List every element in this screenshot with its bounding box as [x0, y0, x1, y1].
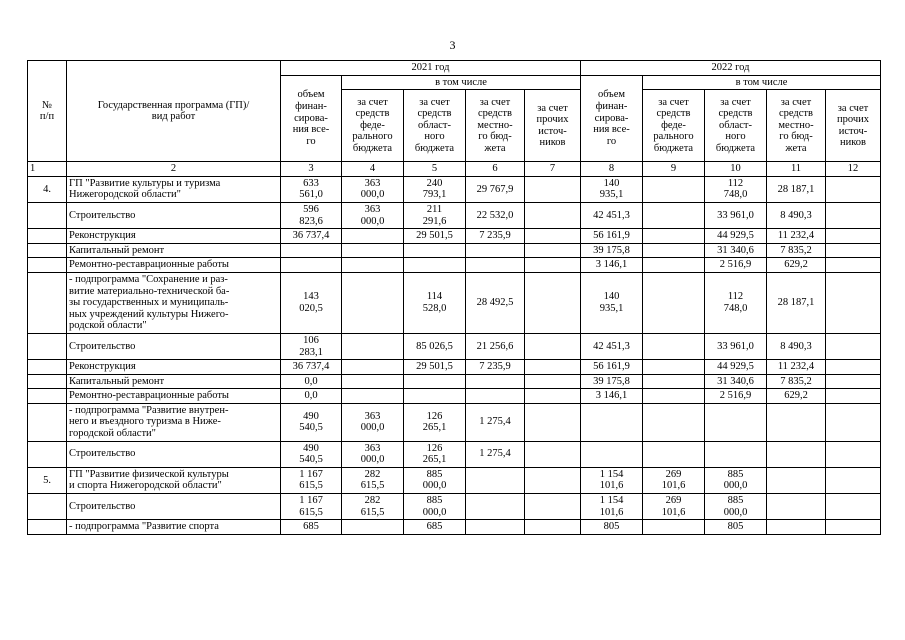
value-cell [466, 258, 525, 273]
value-cell [525, 176, 581, 202]
value-cell: 112 748,0 [705, 176, 767, 202]
value-cell: 269 101,6 [643, 494, 705, 520]
value-cell: 240 793,1 [404, 176, 466, 202]
row-name-cell: Строительство [67, 333, 281, 359]
value-cell: 33 961,0 [705, 202, 767, 228]
value-cell: 140 935,1 [581, 272, 643, 333]
value-cell [767, 494, 826, 520]
value-cell: 11 232,4 [767, 229, 826, 244]
value-cell: 11 232,4 [767, 360, 826, 375]
value-cell [826, 333, 881, 359]
value-cell [826, 389, 881, 404]
value-cell [525, 360, 581, 375]
financing-table [27, 60, 881, 535]
value-cell [525, 333, 581, 359]
row-name-cell: Реконструкция [67, 360, 281, 375]
value-cell: 28 492,5 [466, 272, 525, 333]
value-cell [466, 520, 525, 535]
table-row [28, 360, 881, 375]
value-cell: 42 451,3 [581, 202, 643, 228]
value-cell [643, 272, 705, 333]
value-cell: 629,2 [767, 258, 826, 273]
value-cell [643, 202, 705, 228]
row-number-cell [28, 441, 67, 467]
column-number: 1 [28, 162, 67, 177]
value-cell: 126 265,1 [404, 441, 466, 467]
value-cell: 363 000,0 [342, 403, 404, 441]
value-cell [826, 360, 881, 375]
value-cell: 363 000,0 [342, 441, 404, 467]
table-row [28, 467, 881, 493]
value-cell: 28 187,1 [767, 176, 826, 202]
value-cell: 1 275,4 [466, 441, 525, 467]
value-cell: 31 340,6 [705, 374, 767, 389]
value-cell [342, 520, 404, 535]
value-cell: 685 [281, 520, 342, 535]
value-cell [525, 258, 581, 273]
value-cell [643, 229, 705, 244]
value-cell: 805 [705, 520, 767, 535]
row-name-cell: Ремонтно-реставрационные работы [67, 389, 281, 404]
value-cell [342, 389, 404, 404]
value-cell [342, 243, 404, 258]
value-cell: 1 154 101,6 [581, 494, 643, 520]
value-cell: 29 767,9 [466, 176, 525, 202]
table-row [28, 272, 881, 333]
value-cell: 1 275,4 [466, 403, 525, 441]
value-cell [525, 202, 581, 228]
value-cell [525, 441, 581, 467]
page-number: 3 [449, 38, 456, 52]
column-number: 5 [404, 162, 466, 177]
value-cell [281, 243, 342, 258]
row-number-cell [28, 272, 67, 333]
value-cell: 44 929,5 [705, 360, 767, 375]
row-name-cell: - подпрограмма "Развитие внутрен- него и въездного туризма в Ниже- городской области" [67, 403, 281, 441]
value-cell [466, 389, 525, 404]
header-volume-2021: объем финан- сирова- ния все- го [281, 75, 342, 162]
value-cell [767, 467, 826, 493]
value-cell: 363 000,0 [342, 176, 404, 202]
value-cell: 7 235,9 [466, 360, 525, 375]
value-cell [466, 494, 525, 520]
row-number-cell [28, 374, 67, 389]
value-cell: 8 490,3 [767, 202, 826, 228]
value-cell [705, 441, 767, 467]
value-cell: 1 167 615,5 [281, 494, 342, 520]
value-cell: 140 935,1 [581, 176, 643, 202]
value-cell: 0,0 [281, 389, 342, 404]
value-cell: 805 [581, 520, 643, 535]
table-row [28, 374, 881, 389]
value-cell: 21 256,6 [466, 333, 525, 359]
value-cell: 42 451,3 [581, 333, 643, 359]
table-row [28, 403, 881, 441]
column-number: 11 [767, 162, 826, 177]
column-number: 8 [581, 162, 643, 177]
value-cell [342, 360, 404, 375]
value-cell: 112 748,0 [705, 272, 767, 333]
value-cell: 490 540,5 [281, 441, 342, 467]
value-cell [581, 441, 643, 467]
row-name-cell: Строительство [67, 441, 281, 467]
row-name-cell: Строительство [67, 494, 281, 520]
value-cell [525, 520, 581, 535]
value-cell: 8 490,3 [767, 333, 826, 359]
row-name-cell: ГП "Развитие культуры и туризма Нижегородской области" [67, 176, 281, 202]
value-cell: 114 528,0 [404, 272, 466, 333]
value-cell: 44 929,5 [705, 229, 767, 244]
value-cell [525, 272, 581, 333]
table-row [28, 333, 881, 359]
value-cell: 22 532,0 [466, 202, 525, 228]
row-name-cell: Строительство [67, 202, 281, 228]
table-body [28, 176, 881, 534]
row-number-cell [28, 229, 67, 244]
value-cell [404, 258, 466, 273]
value-cell: 3 146,1 [581, 258, 643, 273]
value-cell [342, 272, 404, 333]
value-cell: 7 835,2 [767, 243, 826, 258]
column-number: 12 [826, 162, 881, 177]
value-cell: 596 823,6 [281, 202, 342, 228]
value-cell [643, 520, 705, 535]
value-cell: 0,0 [281, 374, 342, 389]
header-year-2021: 2021 год [281, 61, 581, 76]
value-cell: 56 161,9 [581, 360, 643, 375]
header-regional-2021: за счет средств област- ного бюджета [404, 90, 466, 162]
value-cell [525, 243, 581, 258]
value-cell: 29 501,5 [404, 229, 466, 244]
value-cell [643, 176, 705, 202]
value-cell [466, 467, 525, 493]
value-cell [826, 258, 881, 273]
row-number-cell [28, 258, 67, 273]
table-row [28, 243, 881, 258]
value-cell [342, 374, 404, 389]
value-cell [643, 333, 705, 359]
row-name-cell: Ремонтно-реставрационные работы [67, 258, 281, 273]
value-cell [643, 360, 705, 375]
value-cell: 85 026,5 [404, 333, 466, 359]
column-number: 7 [525, 162, 581, 177]
column-number-row [28, 162, 881, 177]
value-cell: 685 [404, 520, 466, 535]
header-local-2021: за счет средств местно- го бюд- жета [466, 90, 525, 162]
value-cell: 126 265,1 [404, 403, 466, 441]
value-cell: 28 187,1 [767, 272, 826, 333]
value-cell: 7 835,2 [767, 374, 826, 389]
value-cell: 1 167 615,5 [281, 467, 342, 493]
value-cell: 885 000,0 [705, 467, 767, 493]
value-cell [466, 374, 525, 389]
value-cell [826, 176, 881, 202]
column-number: 6 [466, 162, 525, 177]
value-cell [826, 229, 881, 244]
table-row [28, 202, 881, 228]
value-cell [826, 374, 881, 389]
header-in-total-2022: в том числе [643, 75, 881, 90]
table-row [28, 441, 881, 467]
column-number: 4 [342, 162, 404, 177]
column-number: 9 [643, 162, 705, 177]
value-cell: 31 340,6 [705, 243, 767, 258]
value-cell [525, 389, 581, 404]
row-name-cell: ГП "Развитие физической культуры и спорта Нижегородской области" [67, 467, 281, 493]
value-cell [826, 494, 881, 520]
value-cell [281, 258, 342, 273]
value-cell [767, 520, 826, 535]
value-cell [826, 243, 881, 258]
row-name-cell: Капитальный ремонт [67, 243, 281, 258]
value-cell: 7 235,9 [466, 229, 525, 244]
header-other-2022: за счет прочих источ- ников [826, 90, 881, 162]
value-cell [525, 467, 581, 493]
value-cell: 36 737,4 [281, 229, 342, 244]
value-cell [466, 243, 525, 258]
value-cell [705, 403, 767, 441]
value-cell [525, 374, 581, 389]
value-cell: 39 175,8 [581, 374, 643, 389]
row-number-cell: 5. [28, 467, 67, 493]
value-cell: 363 000,0 [342, 202, 404, 228]
value-cell: 633 561,0 [281, 176, 342, 202]
row-number-cell [28, 520, 67, 535]
value-cell [643, 374, 705, 389]
value-cell: 2 516,9 [705, 258, 767, 273]
value-cell: 885 000,0 [404, 467, 466, 493]
value-cell: 2 516,9 [705, 389, 767, 404]
table-row [28, 389, 881, 404]
row-number-cell [28, 202, 67, 228]
table-row [28, 176, 881, 202]
row-name-cell: - подпрограмма "Сохранение и раз- витие материально-технической ба- зы государственных и муниципаль- ных учреждений культуры Нижего- родской области" [67, 272, 281, 333]
header-other-2021: за счет прочих источ- ников [525, 90, 581, 162]
value-cell: 629,2 [767, 389, 826, 404]
value-cell [826, 520, 881, 535]
value-cell [404, 243, 466, 258]
value-cell: 490 540,5 [281, 403, 342, 441]
column-number: 10 [705, 162, 767, 177]
value-cell: 39 175,8 [581, 243, 643, 258]
value-cell: 106 283,1 [281, 333, 342, 359]
value-cell [826, 202, 881, 228]
row-name-cell: Капитальный ремонт [67, 374, 281, 389]
value-cell [525, 229, 581, 244]
row-number-cell [28, 494, 67, 520]
header-in-total-2021: в том числе [342, 75, 581, 90]
value-cell [826, 403, 881, 441]
value-cell [826, 441, 881, 467]
table-row [28, 258, 881, 273]
column-number: 2 [67, 162, 281, 177]
value-cell: 56 161,9 [581, 229, 643, 244]
row-number-cell [28, 360, 67, 375]
row-number-cell [28, 333, 67, 359]
value-cell [404, 374, 466, 389]
table-row [28, 229, 881, 244]
header-year-2022: 2022 год [581, 61, 881, 76]
value-cell: 885 000,0 [705, 494, 767, 520]
value-cell [826, 272, 881, 333]
value-cell [767, 403, 826, 441]
row-number-cell [28, 389, 67, 404]
header-program: Государственная программа (ГП)/ вид работ [67, 61, 281, 162]
value-cell: 36 737,4 [281, 360, 342, 375]
value-cell [643, 389, 705, 404]
header-regional-2022: за счет средств област- ного бюджета [705, 90, 767, 162]
value-cell: 211 291,6 [404, 202, 466, 228]
value-cell [342, 258, 404, 273]
value-cell: 885 000,0 [404, 494, 466, 520]
value-cell [525, 403, 581, 441]
value-cell: 3 146,1 [581, 389, 643, 404]
value-cell [643, 258, 705, 273]
row-number-cell [28, 403, 67, 441]
row-name-cell: - подпрограмма "Развитие спорта [67, 520, 281, 535]
value-cell: 29 501,5 [404, 360, 466, 375]
table-row [28, 520, 881, 535]
header-federal-2021: за счет средств феде- рального бюджета [342, 90, 404, 162]
header-federal-2022: за счет средств феде- рального бюджета [643, 90, 705, 162]
value-cell [826, 467, 881, 493]
column-number: 3 [281, 162, 342, 177]
header-local-2022: за счет средств местно- го бюд- жета [767, 90, 826, 162]
value-cell: 282 615,5 [342, 467, 404, 493]
value-cell: 1 154 101,6 [581, 467, 643, 493]
value-cell: 269 101,6 [643, 467, 705, 493]
value-cell [404, 389, 466, 404]
value-cell [525, 494, 581, 520]
value-cell [342, 229, 404, 244]
value-cell: 282 615,5 [342, 494, 404, 520]
value-cell [767, 441, 826, 467]
value-cell [643, 403, 705, 441]
table-row [28, 494, 881, 520]
row-name-cell: Реконструкция [67, 229, 281, 244]
header-number: № п/п [28, 61, 67, 162]
value-cell [643, 243, 705, 258]
value-cell: 143 020,5 [281, 272, 342, 333]
header-volume-2022: объем финан- сирова- ния все- го [581, 75, 643, 162]
value-cell [643, 441, 705, 467]
value-cell: 33 961,0 [705, 333, 767, 359]
value-cell [342, 333, 404, 359]
row-number-cell [28, 243, 67, 258]
row-number-cell: 4. [28, 176, 67, 202]
value-cell [581, 403, 643, 441]
